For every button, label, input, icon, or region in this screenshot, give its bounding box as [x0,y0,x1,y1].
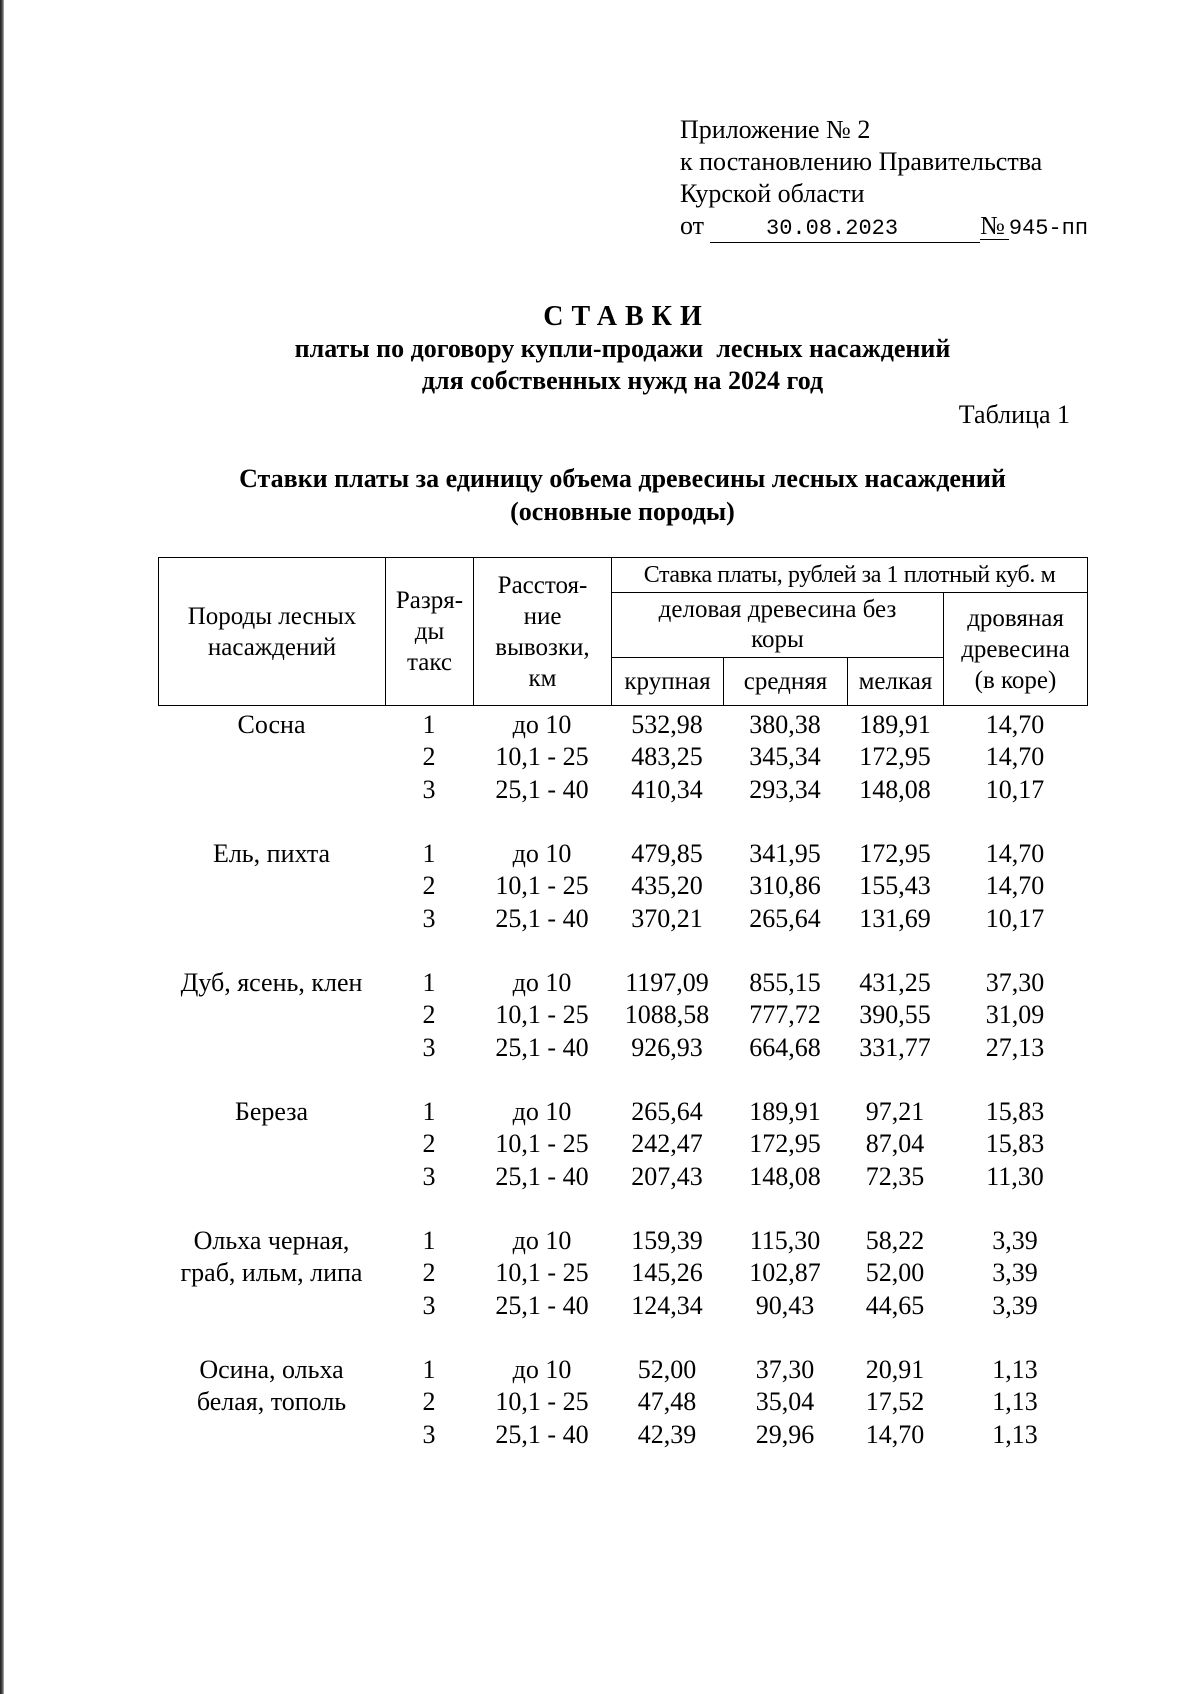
header-business-timber [612,593,944,658]
species-empty [158,774,385,806]
header-business-line: коры [751,626,804,653]
decree-number: 945-пп [1008,216,1089,241]
cell-rank: 3 [422,903,436,933]
species-name: Осина, ольха [199,1355,344,1385]
cell-medium: 293,34 [749,774,821,804]
cell-medium: 380,38 [749,710,821,740]
cell-rank: 2 [422,871,436,901]
cell-small: 44,65 [865,1290,925,1320]
cell-distance: 25,1 - 40 [495,1290,589,1320]
cell-distance: 10,1 - 25 [495,742,589,772]
cell-medium: 35,04 [755,1387,815,1417]
header-species [159,558,386,706]
cell-medium: 265,64 [749,903,821,933]
cell-firewood: 11,30 [986,1161,1044,1191]
cell-firewood: 3,39 [992,1290,1038,1320]
species-empty [158,1032,385,1064]
cell-large: 370,21 [631,903,703,933]
spacer-cell [158,1193,1087,1225]
cell-firewood: 14,70 [985,710,1045,740]
header-firewood [944,593,1088,706]
header-firewood-line: дровяная [967,604,1064,632]
table-row [158,1225,1087,1257]
cell-medium: 855,15 [749,968,821,998]
cell-medium: 345,34 [749,742,821,772]
cell-medium: 90,43 [755,1290,815,1320]
cell-large: 532,98 [631,710,703,740]
table-row [158,1419,1087,1451]
from-label: от [680,211,705,240]
title-line-1: платы по договору купли-продажи лесных насаждений [294,334,951,363]
spacer-cell [158,935,1087,967]
table-row [158,1096,1087,1128]
cell-distance: 10,1 - 25 [495,1000,589,1030]
cell-large: 242,47 [631,1129,703,1159]
table-row [158,967,1087,999]
cell-small: 172,95 [859,839,931,869]
header-rank-line: такс [407,649,452,676]
cell-small: 131,69 [859,903,931,933]
cell-firewood: 1,13 [992,1419,1038,1449]
header-distance [474,558,612,706]
header-small: мелкая [848,658,944,706]
header-distance-line: ние [523,602,562,630]
table-row [158,741,1087,773]
cell-small: 52,00 [865,1258,925,1288]
appendix-line-3: Курской области [680,179,865,208]
table-row [158,1290,1087,1322]
cell-firewood: 3,39 [992,1226,1038,1256]
rates-table-header [158,557,1088,706]
species-name: граб, ильм, липа [180,1258,363,1288]
cell-large: 1197,09 [625,968,709,998]
rates-table-body [158,709,1087,1451]
cell-large: 410,34 [631,774,703,804]
table-row [158,838,1087,870]
cell-distance: до 10 [512,710,572,740]
cell-small: 87,04 [865,1129,925,1159]
cell-small: 20,91 [865,1355,925,1385]
cell-small: 390,55 [859,1000,931,1030]
species-empty [158,1419,385,1451]
cell-distance: до 10 [512,1226,572,1256]
cell-rank: 2 [422,1387,436,1417]
cell-distance: 10,1 - 25 [495,871,589,901]
appendix-line-1: Приложение № 2 [680,115,871,144]
cell-firewood: 14,70 [985,742,1045,772]
cell-rank: 3 [422,1419,436,1449]
document-title [158,301,1087,397]
cell-small: 331,77 [859,1032,931,1062]
header-species-line: насаждений [207,633,337,661]
cell-rank: 3 [422,1161,436,1191]
header-species-line: Породы лесных [187,602,357,630]
header-distance-line: км [528,664,557,692]
header-rank-line: ды [414,618,445,645]
table-row [158,1161,1087,1193]
cell-firewood: 1,13 [992,1355,1038,1385]
table-title [158,462,1087,528]
cell-medium: 777,72 [749,1000,821,1030]
table-row [158,870,1087,902]
species-empty [158,999,385,1031]
cell-rank: 1 [422,968,436,998]
cell-distance: до 10 [512,1355,572,1385]
species-name: Береза [234,1097,309,1127]
appendix-block [680,114,1088,245]
header-large: крупная [612,658,724,706]
cell-large: 52,00 [637,1355,697,1385]
group-spacer [158,1322,1087,1354]
cell-large: 42,39 [637,1419,697,1449]
cell-distance: 25,1 - 40 [495,903,589,933]
cell-distance: до 10 [512,968,572,998]
cell-medium: 102,87 [749,1258,821,1288]
cell-firewood: 14,70 [985,839,1045,869]
cell-large: 159,39 [631,1226,703,1256]
cell-distance: до 10 [512,1097,572,1127]
table-row [158,1128,1087,1160]
spacer-cell [158,806,1087,838]
cell-rank: 1 [422,1355,436,1385]
cell-medium: 664,68 [749,1032,821,1062]
cell-firewood: 15,83 [985,1129,1045,1159]
cell-large: 483,25 [631,742,703,772]
species-empty [158,1290,385,1322]
appendix-line-2: к постановлению Правительства [680,147,1043,176]
cell-medium: 37,30 [755,1355,815,1385]
cell-medium: 115,30 [749,1226,821,1256]
group-spacer [158,1064,1087,1096]
header-distance-line: Расстоя- [497,571,588,599]
cell-rank: 3 [422,1032,436,1062]
group-spacer [158,806,1087,838]
cell-rank: 2 [422,1000,436,1030]
cell-firewood: 3,39 [992,1258,1038,1288]
species-empty [158,741,385,773]
species-empty [158,870,385,902]
table-title-line-2: (основные породы) [510,497,735,526]
cell-rank: 1 [422,710,436,740]
cell-distance: 25,1 - 40 [495,1032,589,1062]
scan-edge [0,0,4,1694]
header-rate: Ставка платы, рублей за 1 плотный куб. м [612,558,1088,593]
cell-firewood: 27,13 [985,1032,1045,1062]
species-name: Ель, пихта [212,839,331,869]
table-row [158,903,1087,935]
spacer-cell [158,1322,1087,1354]
header-business-line: деловая древесина без [658,596,897,623]
cell-distance: 25,1 - 40 [495,1419,589,1449]
cell-small: 14,70 [865,1419,925,1449]
spacer-cell [158,1064,1087,1096]
header-firewood-line: (в коре) [974,666,1057,694]
table-row [158,999,1087,1031]
header-rank-line: Разря- [395,587,464,614]
species-name: белая, тополь [196,1387,347,1417]
cell-small: 431,25 [859,968,931,998]
cell-firewood: 14,70 [985,871,1045,901]
cell-firewood: 31,09 [985,1000,1045,1030]
cell-medium: 29,96 [755,1419,815,1449]
cell-firewood: 15,83 [985,1097,1045,1127]
title-main: СТАВКИ [543,301,710,332]
cell-rank: 2 [422,742,436,772]
species-name: Дуб, ясень, клен [180,968,363,998]
cell-distance: 10,1 - 25 [495,1258,589,1288]
cell-large: 1088,58 [624,1000,710,1030]
cell-large: 265,64 [631,1097,703,1127]
species-empty [158,1161,385,1193]
cell-large: 926,93 [631,1032,703,1062]
species-name: Сосна [237,710,306,740]
table-row [158,1032,1087,1064]
group-spacer [158,935,1087,967]
cell-medium: 172,95 [749,1129,821,1159]
cell-small: 72,35 [865,1161,925,1191]
cell-large: 124,34 [631,1290,703,1320]
table-label: Таблица 1 [958,400,1070,429]
cell-medium: 341,95 [749,839,821,869]
cell-distance: до 10 [512,839,572,869]
decree-date: 30.08.2023 [710,215,980,243]
table-title-line-1: Ставки платы за единицу объема древесины лесных насаждений [239,464,1006,493]
cell-rank: 1 [422,1226,436,1256]
cell-rank: 2 [422,1129,436,1159]
table-row [158,709,1087,741]
cell-large: 145,26 [631,1258,703,1288]
cell-small: 155,43 [859,871,931,901]
title-line-2: для собственных нужд на 2024 год [421,366,824,395]
cell-distance: 25,1 - 40 [495,1161,589,1191]
cell-small: 148,08 [859,774,931,804]
table-row [158,1354,1087,1386]
table-row [158,1386,1087,1418]
decree-date-line [680,210,1088,245]
cell-small: 97,21 [865,1097,925,1127]
cell-distance: 25,1 - 40 [495,774,589,804]
cell-rank: 1 [422,1097,436,1127]
cell-firewood: 1,13 [992,1387,1038,1417]
header-rank [386,558,474,706]
cell-firewood: 37,30 [985,968,1045,998]
cell-large: 207,43 [631,1161,703,1191]
cell-distance: 10,1 - 25 [495,1387,589,1417]
cell-small: 172,95 [859,742,931,772]
cell-rank: 3 [422,1290,436,1320]
cell-large: 47,48 [637,1387,697,1417]
header-firewood-line: древесина [961,635,1070,663]
rates-table-rows [158,709,1087,1451]
number-label: № [980,212,1009,240]
cell-firewood: 10,17 [985,774,1045,804]
group-spacer [158,1193,1087,1225]
cell-large: 479,85 [631,839,703,869]
cell-rank: 2 [422,1258,436,1288]
header-medium: средняя [724,658,848,706]
table-row [158,774,1087,806]
cell-medium: 148,08 [749,1161,821,1191]
table-row [158,1257,1087,1289]
header-distance-line: вывозки, [495,633,590,661]
cell-firewood: 10,17 [985,903,1045,933]
species-empty [158,903,385,935]
species-empty [158,1128,385,1160]
cell-rank: 1 [422,839,436,869]
cell-small: 58,22 [865,1226,925,1256]
cell-small: 189,91 [859,710,931,740]
cell-small: 17,52 [865,1387,925,1417]
cell-medium: 310,86 [749,871,821,901]
cell-medium: 189,91 [749,1097,821,1127]
cell-distance: 10,1 - 25 [495,1129,589,1159]
cell-rank: 3 [422,774,436,804]
cell-large: 435,20 [631,871,703,901]
species-name: Ольха черная, [193,1226,350,1256]
